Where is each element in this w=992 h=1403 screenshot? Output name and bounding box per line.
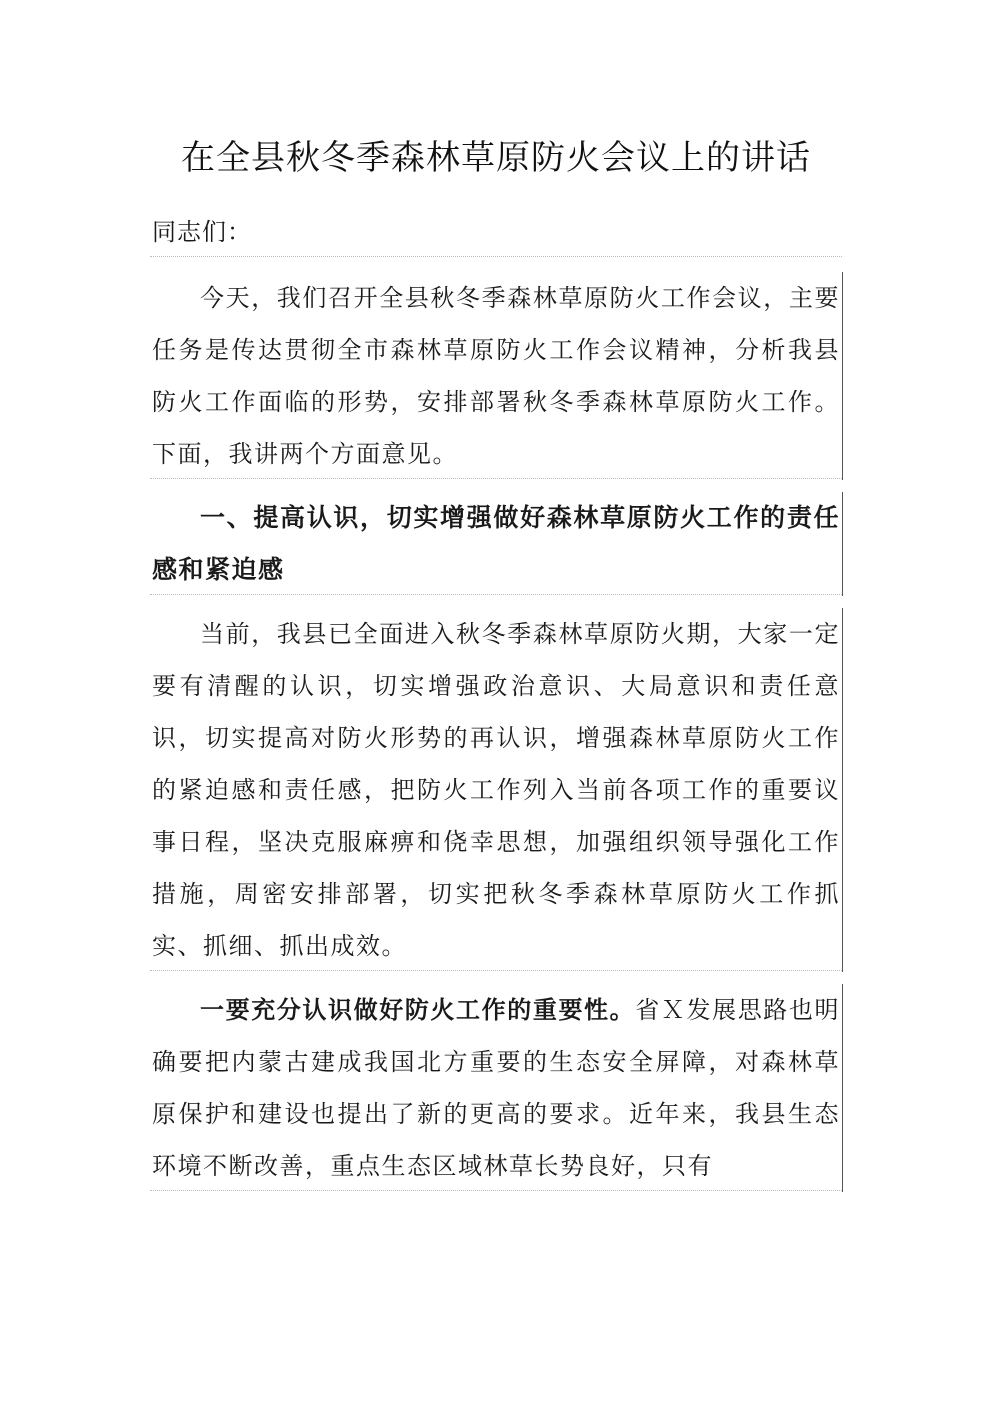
section-1-paragraph: 当前，我县已全面进入秋冬季森林草原防火期，大家一定要有清醒的认识，切实增强政治意识、大局意识和责任意识，切实提高对防火形势的再认识，增强森林草原防火工作的紧迫感和责任感，把防火工作列入当前各项工作的重要议事日程，坚决克服麻痹和侥幸思想，加强组织领导强化工作措施，周密安排部署，切实把秋冬季森林草原防火工作抓实、抓细、抓出成效。 (152, 608, 843, 972)
point-1-paragraph (152, 984, 843, 1192)
point-1-lead: 一要充分认识做好防火工作的重要性。 (200, 996, 636, 1024)
divider (150, 594, 842, 595)
divider (150, 1190, 842, 1191)
document-title: 在全县秋冬季森林草原防火会议上的讲话 (181, 138, 811, 178)
divider (150, 478, 842, 479)
divider (150, 970, 842, 971)
intro-paragraph: 今天，我们召开全县秋冬季森林草原防火工作会议，主要任务是传达贯彻全市森林草原防火工作会议精神，分析我县防火工作面临的形势，安排部署秋冬季森林草原防火工作。下面，我讲两个方面意见。 (152, 272, 843, 480)
point-1-body: 省Ｘ发展思路也明确要把内蒙古建成我国北方重要的生态安全屏障，对森林草原保护和建设也提出了新的更高的要求。近年来，我县生态环境不断改善，重点生态区域林草长势良好，只有 (152, 996, 841, 1180)
divider (150, 256, 842, 257)
section-1-heading: 一、提高认识，切实增强做好森林草原防火工作的责任感和紧迫感 (152, 492, 843, 596)
salutation: 同志们： (152, 218, 252, 246)
